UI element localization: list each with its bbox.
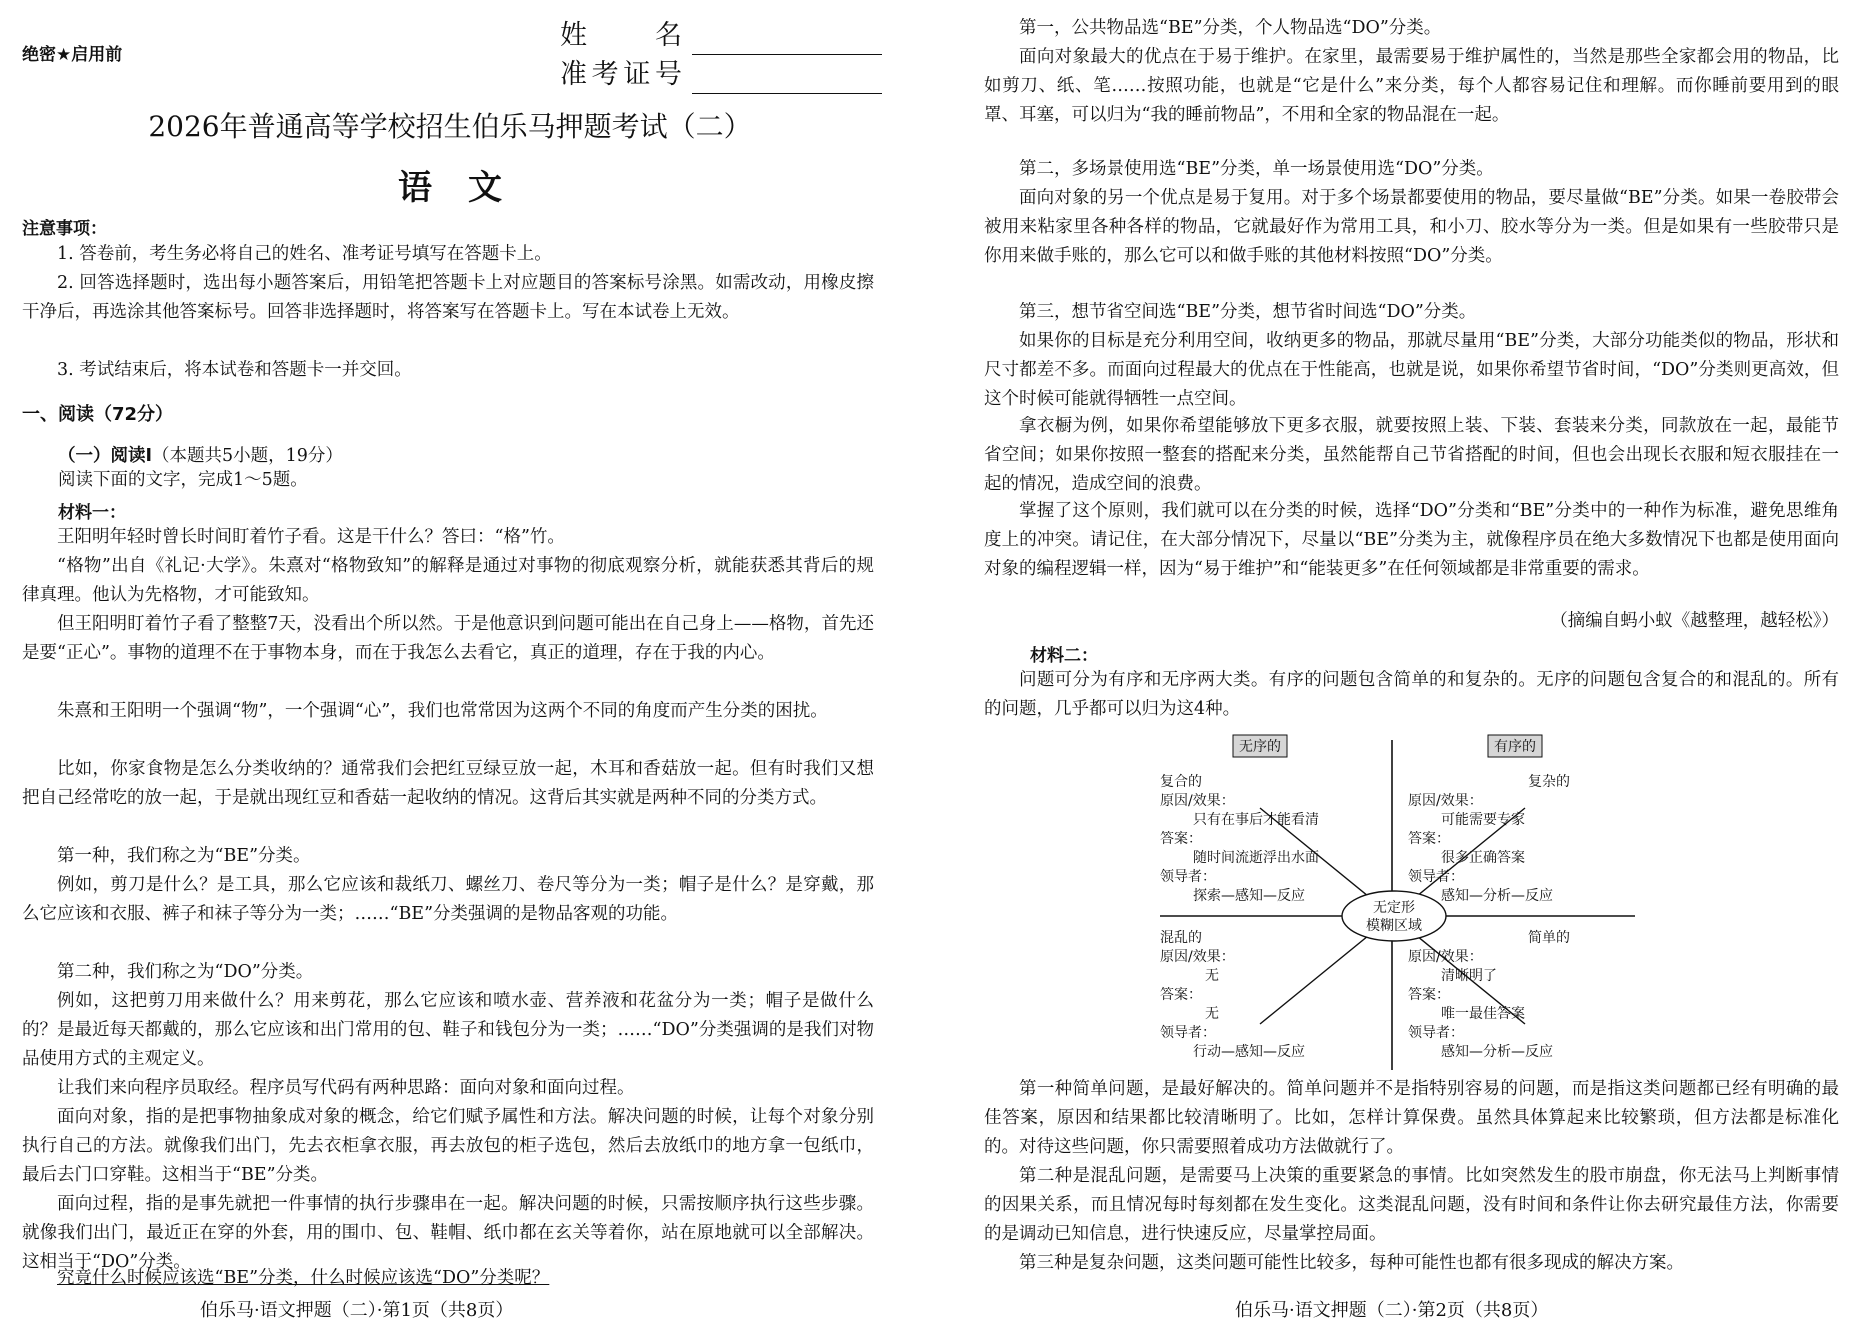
ordered-label: 有序的 [1494, 739, 1536, 755]
source-citation: （摘编自蚂小蚁《越整理，越轻松》） [1550, 611, 1839, 631]
paragraph-question [22, 1264, 874, 1293]
quadrant-title: 混乱的 [1160, 930, 1202, 946]
notice-heading: 注意事项： [22, 219, 107, 239]
paragraph: 第一种简单问题，是最好解决的。简单问题并不是指特别容易的问题，而是指这类问题都已经有明确的最佳答案，原因和结果都比较清晰明了。比如，怎样计算保费。虽然具体算起来比较繁琐，但方法都是标准化的。对待这些问题，你只需要照着成功方法做就行了。 [984, 1079, 1839, 1157]
quadrant-text: 感知—分析—反应 [1441, 888, 1553, 904]
problem-domain-diagram [1145, 728, 1645, 1074]
quadrant-text: 很多正确答案 [1441, 850, 1525, 866]
paragraph: 第二，多场景使用选“BE”分类，单一场景使用选“DO”分类。 [1019, 159, 1494, 179]
name-field[interactable] [692, 26, 882, 55]
exam-page-1 [0, 0, 900, 1324]
exam-id-label: 准考证号 [560, 59, 682, 90]
quadrant-text: 领导者： [1160, 1025, 1216, 1041]
section-heading: 一、阅读（72分） [22, 404, 174, 425]
exam-id-field[interactable] [692, 65, 882, 94]
quadrant-chaotic [1160, 930, 1305, 1060]
paragraph: 第一种，我们称之为“BE”分类。 [57, 846, 311, 866]
paragraph: 例如，剪刀是什么？是工具，那么它应该和裁纸刀、螺丝刀、卷尺等分为一类；帽子是什么？是穿戴，那么它应该和衣服、裤子和袜子等分为一类；……“BE”分类强调的是物品客观的功能。 [22, 875, 874, 924]
quadrant-text: 领导者： [1160, 869, 1216, 885]
material-1-label: 材料一： [58, 503, 126, 523]
quadrant-text: 无 [1205, 1006, 1219, 1022]
paragraph: 面向对象的另一个优点是易于复用。对于多个场景都要使用的物品，要尽量做“BE”分类。如果一卷胶带会被用来粘家里各种各样的物品，它就最好作为常用工具，和小刀、胶水等分为一类。但是如果有一些胶带只是你用来做手账的，那么它可以和做手账的其他材料按照“DO”分类。 [984, 188, 1839, 266]
quadrant-text: 答案： [1160, 987, 1202, 1003]
quadrant-text: 原因/效果： [1160, 949, 1235, 965]
quadrant-text: 行动—感知—反应 [1193, 1044, 1305, 1060]
quadrant-text: 领导者： [1408, 1025, 1464, 1041]
paragraph: 面向对象最大的优点在于易于维护。在家里，最需要易于维护属性的，当然是那些全家都会用的物品，比如剪刀、纸、笔……按照功能，也就是“它是什么”来分类，每个人都容易记住和理解。而你睡前要用到的眼罩、耳塞，可以归为“我的睡前物品”，不用和全家的物品混在一起。 [984, 47, 1839, 125]
paragraph: 面向对象，指的是把事物抽象成对象的概念，给它们赋予属性和方法。解决问题的时候，让每个对象分别执行自己的方法。就像我们出门，先去衣柜拿衣服，再去放包的柜子选包，然后去放纸巾的地方拿一包纸巾，最后去门口穿鞋。这相当于“BE”分类。 [22, 1107, 874, 1185]
notice-item: 3. 考试结束后，将本试卷和答题卡一并交回。 [57, 360, 412, 380]
candidate-info-box [560, 16, 882, 94]
paragraph: 王阳明年轻时曾长时间盯着竹子看。这是干什么？答曰：“格”竹。 [57, 527, 565, 547]
quadrant-text: 感知—分析—反应 [1441, 1044, 1553, 1060]
paragraph: 问题可分为有序和无序两大类。有序的问题包含简单的和复杂的。无序的问题包含复合的和混乱的。所有的问题，几乎都可以归为这4种。 [984, 670, 1839, 719]
paragraph: 面向过程，指的是事先就把一件事情的执行步骤串在一起。解决问题的时候，只需按顺序执行这些步骤。就像我们出门，最近正在穿的外套，用的围巾、包、鞋帽、纸巾都在玄关等着你，站在原地就可以全部解决。这相当于“DO”分类。 [22, 1194, 874, 1272]
paragraph: 第二种是混乱问题，是需要马上决策的重要紧急的事情。比如突然发生的股市崩盘，你无法马上判断事情的因果关系，而且情况每时每刻都在发生变化。这类混乱问题，没有时间和条件让你去研究最佳方法，你需要的是调动已知信息，进行快速反应，尽量掌控局面。 [984, 1166, 1839, 1244]
quadrant-text: 答案： [1408, 987, 1450, 1003]
quadrant-title: 简单的 [1528, 930, 1570, 946]
quadrant-complex [1408, 773, 1570, 904]
paragraph: 但王阳明盯着竹子看了整整7天，没看出个所以然。于是他意识到问题可能出在自己身上——格物，首先还是要“正心”。事物的道理不在于事物本身，而在于我怎么去看它，真正的道理，存在于我的内心。 [22, 614, 874, 663]
confidential-mark: 绝密★启用前 [22, 45, 123, 65]
quadrant-text: 原因/效果： [1408, 793, 1483, 809]
name-label: 姓 名 [560, 20, 682, 51]
paragraph: 第一，公共物品选“BE”分类，个人物品选“DO”分类。 [1019, 18, 1442, 38]
paragraph: 拿衣橱为例，如果你希望能够放下更多衣服，就要按照上装、下装、套装来分类，同款放在一起，最能节省空间；如果你按照一整套的搭配来分类，虽然能帮自己节省搭配的时间，但也会出现长衣服和短衣服挂在一起的情况，造成空间的浪费。 [984, 416, 1839, 494]
quadrant-text: 唯一最佳答案 [1441, 1006, 1525, 1022]
quadrant-text: 探索—感知—反应 [1193, 888, 1305, 904]
quadrant-text: 答案： [1408, 831, 1450, 847]
paragraph: 掌握了这个原则，我们就可以在分类的时候，选择“DO”分类和“BE”分类中的一种作为标准，避免思维角度上的冲突。请记住，在大部分情况下，尽量以“BE”分类为主，就像程序员在绝大多数情况下也都是使用面向对象的编程逻辑一样，因为“易于维护”和“能装更多”在任何领域都是非常重要的需求。 [984, 501, 1839, 579]
notice-item: 2. 回答选择题时，选出每小题答案后，用铅笔把答题卡上对应题目的答案标号涂黑。如需改动，用橡皮擦干净后，再选涂其他答案标号。回答非选择题时，将答案写在答题卡上。写在本试卷上无效。 [22, 273, 874, 322]
notice-item: 1. 答卷前，考生务必将自己的姓名、准考证号填写在答题卡上。 [57, 244, 552, 264]
fuzzy-zone-line2: 模糊区域 [1366, 918, 1422, 934]
paragraph: 比如，你家食物是怎么分类收纳的？通常我们会把红豆绿豆放一起，木耳和香菇放一起。但有时我们又想把自己经常吃的放一起，于是就出现红豆和香菇一起收纳的情况。这背后其实就是两种不同的分类方式。 [22, 759, 874, 808]
paragraph: 第三，想节省空间选“BE”分类，想节省时间选“DO”分类。 [1019, 302, 1477, 322]
paragraph: 例如，这把剪刀用来做什么？用来剪花，那么它应该和喷水壶、营养液和花盆分为一类；帽子是做什么的？是最近每天都戴的，那么它应该和出门常用的包、鞋子和钱包分为一类；……“DO”分类强调的是我们对物品使用方式的主观定义。 [22, 991, 874, 1069]
paragraph: 第二种，我们称之为“DO”分类。 [57, 962, 314, 982]
quadrant-text: 清晰明了 [1441, 968, 1497, 984]
subsection-heading [58, 442, 343, 467]
subsection-title: （一）阅读Ⅰ [58, 446, 153, 466]
exam-title: 2026年普通高等学校招生伯乐马押题考试（二） [148, 110, 752, 143]
quadrant-text: 只有在事后才能看清 [1193, 812, 1319, 828]
quadrant-text: 无 [1205, 968, 1219, 984]
fuzzy-zone-line1: 无定形 [1373, 900, 1415, 916]
quadrant-text: 原因/效果： [1408, 949, 1483, 965]
quadrant-text: 原因/效果： [1160, 793, 1235, 809]
paragraph: 让我们来向程序员取经。程序员写代码有两种思路：面向对象和面向过程。 [57, 1078, 635, 1098]
paragraph: “格物”出自《礼记·大学》。朱熹对“格物致知”的解释是通过对事物的彻底观察分析，就能获悉其背后的规律真理。他认为先格物，才可能致知。 [22, 556, 874, 605]
quadrant-title: 复合的 [1160, 774, 1202, 790]
material-2-label: 材料二： [1030, 646, 1098, 666]
subject-title: 语文 [398, 168, 538, 208]
paragraph: 第三种是复杂问题，这类问题可能性比较多，每种可能性也都有很多现成的解决方案。 [1019, 1253, 1684, 1273]
instruction: 阅读下面的文字，完成1～5题。 [58, 470, 308, 490]
quadrant-compound [1160, 774, 1319, 904]
quadrant-text: 随时间流逝浮出水面 [1193, 850, 1319, 866]
exam-page-2 [970, 0, 1853, 1324]
quadrant-text: 可能需要专家 [1441, 812, 1525, 828]
page-footer: 伯乐马·语文押题（二）·第2页（共8页） [1235, 1300, 1549, 1321]
subsection-score: （本题共5小题，19分） [152, 446, 343, 466]
quadrant-title: 复杂的 [1528, 774, 1570, 790]
unordered-label: 无序的 [1239, 739, 1281, 755]
quadrant-text: 领导者： [1408, 869, 1464, 885]
quadrant-text: 答案： [1160, 831, 1202, 847]
paragraph: 朱熹和王阳明一个强调“物”，一个强调“心”，我们也常常因为这两个不同的角度而产生分类的困扰。 [57, 701, 828, 721]
paragraph: 如果你的目标是充分利用空间，收纳更多的物品，那就尽量用“BE”分类，大部分功能类似的物品，形状和尺寸都差不多。而面向过程最大的优点在于性能高，也就是说，如果你希望节省时间，“DO”分类则更高效，但这个时候可能就得牺牲一点空间。 [984, 331, 1839, 409]
page-footer: 伯乐马·语文押题（二）·第1页（共8页） [200, 1300, 514, 1321]
underlined-question: 究竟什么时候应该选“BE”分类，什么时候应该选“DO”分类呢？ [57, 1268, 550, 1288]
